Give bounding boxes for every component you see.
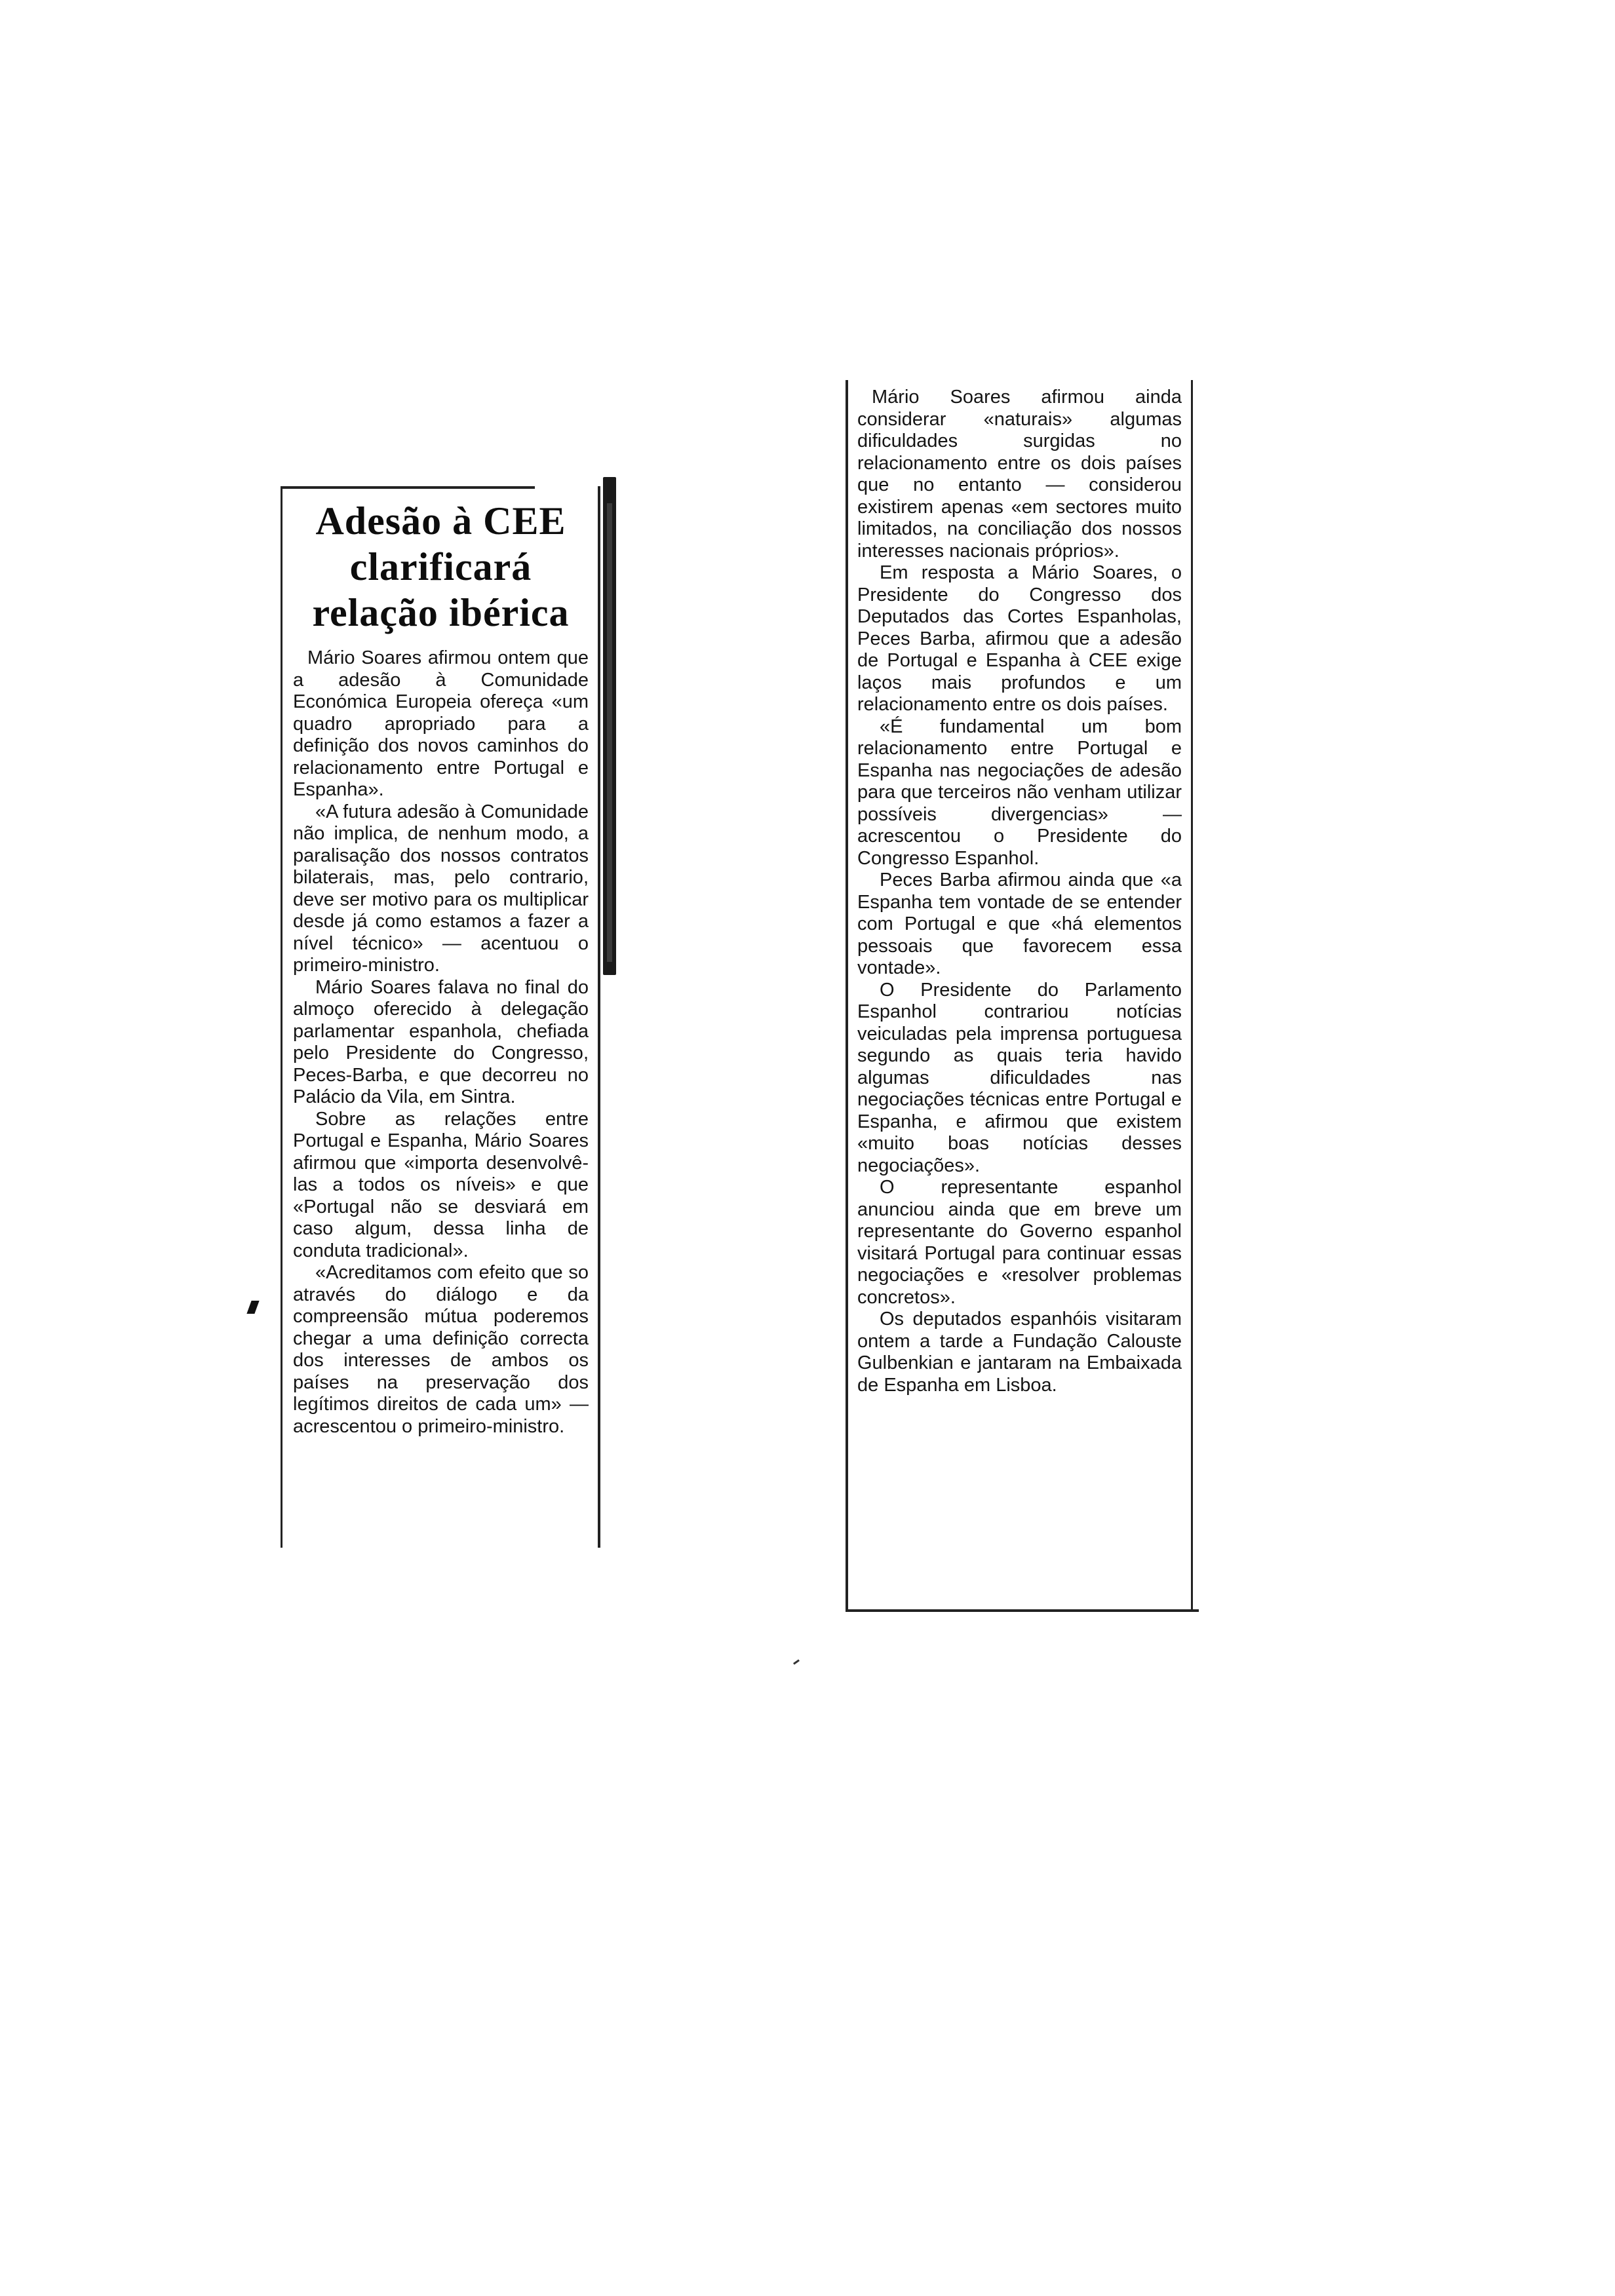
article-clipping-left [281,486,600,1548]
right-paragraph-3: «É fundamental um bom relacionamento entre Portugal e Espanha nas negociações de adesão para que terceiros não venham utilizar possíveis divergencias» — acrescentou o Presidente do Congresso Espanhol. [857,716,1182,869]
headline-line-3: relação ibérica [312,591,570,634]
left-paragraph-2: «A futura adesão à Comunidade não implica, de nenhum modo, a paralisação dos nossos contratos bilaterais, mas, pelo contrario, deve ser motivo para os multiplicar desde já como estamos a fazer a nível técnico» — acentuou o primeiro-ministro. [293,801,589,976]
right-paragraph-1: Mário Soares afirmou ainda considerar «naturais» algumas dificuldades surgidas no relacionamento entre os dois países que no entanto — considerou existirem apenas «em sectores muito limitados, na conciliação dos nossos interesses nacionais próprios». [857,387,1182,562]
left-paragraph-3: Mário Soares falava no final do almoço oferecido à delegação parlamentar espanhola, chefiada pelo Presidente do Congresso, Peces-Barba, e que decorreu no Palácio da Vila, em Sintra. [293,976,589,1107]
left-paragraph-5: «Acreditamos com efeito que so através do diálogo e da compreensão mútua poderemos chegar a uma definição correcta dos interesses de ambos os países na preservação dos legítimos direitos de cada um» — acrescentou o primeiro-ministro. [293,1262,589,1437]
scan-edge-bar [603,477,616,975]
left-paragraph-4: Sobre as relações entre Portugal e Espanha, Mário Soares afirmou que «importa desenvolvê-las a todos os níveis» e que «Portugal não se desviará em caso algum, dessa linha de conduta tradicional». [293,1108,589,1261]
article-headline [293,498,589,636]
headline-line-1: Adesão à CEE [315,499,566,543]
right-paragraph-7: Os deputados espanhóis visitaram ontem a tarde a Fundação Calouste Gulbenkian e jantaram na Embaixada de Espanha em Lisboa. [857,1309,1182,1396]
margin-mark [246,1301,259,1314]
right-paragraph-4: Peces Barba afirmou ainda que «a Espanha tem vontade de se entender com Portugal e que «há elementos pessoais que favorecem essa vontade». [857,870,1182,978]
scan-speck [793,1659,800,1664]
right-paragraph-2: Em resposta a Mário Soares, o Presidente do Congresso dos Deputados das Cortes Espanholas, Peces Barba, afirmou que a adesão de Portugal e Espanha à CEE exige laços mais profundos e um relacionamento entre os dois países. [857,562,1182,715]
right-paragraph-5: O Presidente do Parlamento Espanhol contrariou notícias veiculadas pela imprensa portuguesa segundo as quais teria havido algumas dificuldades nas negociações técnicas entre Portugal e Espanha, e afirmou que existem «muito boas notícias desses negociações». [857,979,1182,1176]
article-clipping-right [846,380,1193,1612]
left-paragraph-1: Mário Soares afirmou ontem que a adesão à Comunidade Económica Europeia ofereça «um quadro apropriado para a definição dos novos caminhos do relacionamento entre Portugal e Espanha». [293,647,589,800]
right-paragraph-6: O representante espanhol anunciou ainda que em breve um representante do Governo espanhol visitará Portugal para continuar essas negociações e «resolver problemas concretos». [857,1177,1182,1308]
headline-line-2: clarificará [349,545,532,588]
